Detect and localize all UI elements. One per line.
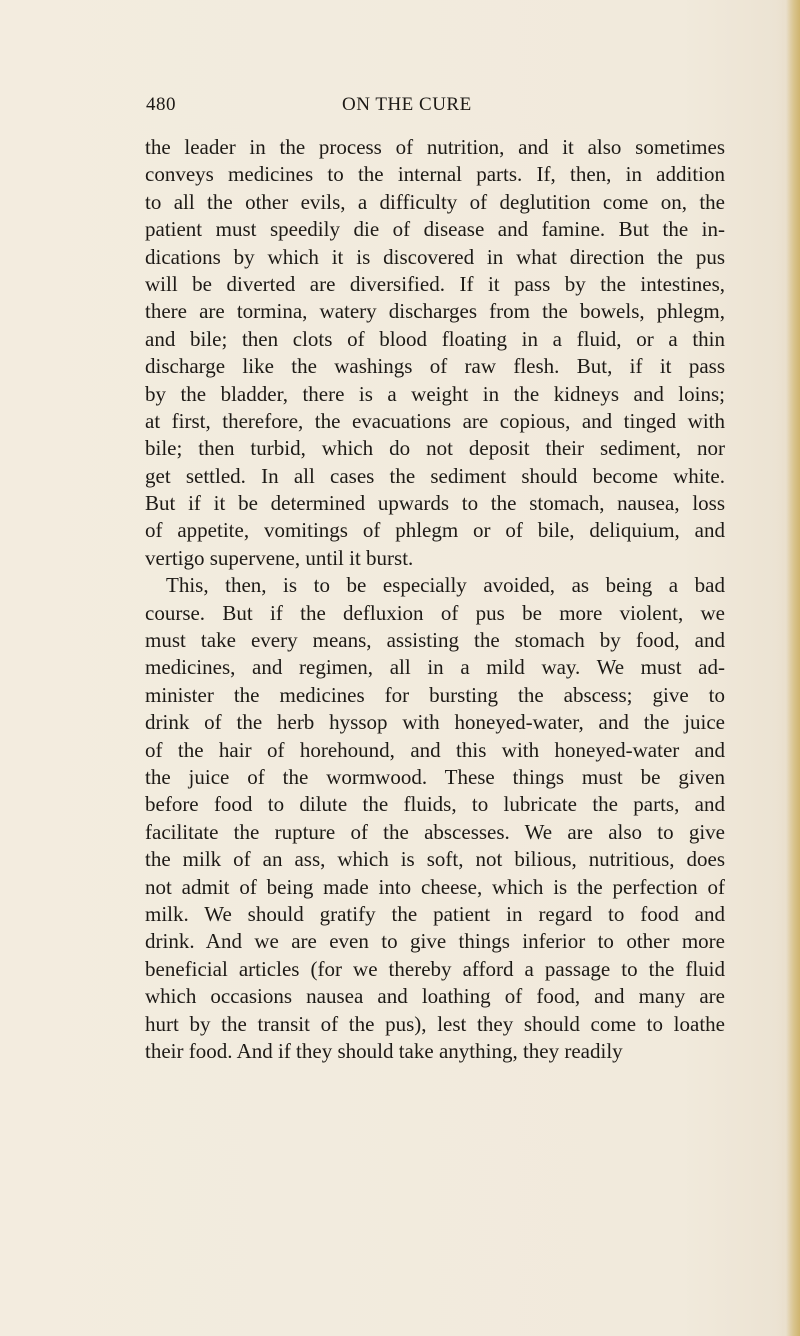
text-line: to all the other evils, a difficulty of deglutition come on, the [145, 189, 725, 214]
text-line: before food to dilute the fluids, to lubricate the parts, and [145, 792, 725, 817]
text-line: course. But if the defluxion of pus be more violent, we [145, 600, 725, 625]
text-line: the juice of the wormwood. These things must be given [145, 764, 725, 789]
text-line: at first, therefore, the evacuations are copious, and tinged with [145, 408, 725, 433]
text-line: their food. And if they should take anything, they readily [145, 1038, 623, 1063]
text-line: This, then, is to be especially avoided, as being a bad [166, 573, 725, 598]
text-line: milk. We should gratify the patient in regard to food and [145, 901, 725, 926]
text-line: by the bladder, there is a weight in the kidneys and loins; [145, 381, 725, 406]
text-line: bile; then turbid, which do not deposit their sediment, nor [145, 436, 725, 461]
text-line: the leader in the process of nutrition, and it also sometimes [145, 135, 725, 159]
running-head-title: ON THE CURE [342, 94, 472, 115]
text-line: medicines, and regimen, all in a mild way. We must ad- [145, 655, 725, 680]
text-line: and bile; then clots of blood floating in a fluid, or a thin [145, 326, 725, 351]
text-line: vertigo supervene, until it burst. [145, 545, 414, 570]
text-line: of appetite, vomitings of phlegm or of bile, deliquium, and [145, 518, 725, 543]
text-line: drink of the herb hyssop with honeyed-water, and the juice [145, 710, 725, 735]
text-line: of the hair of horehound, and this with honeyed-water and [145, 737, 725, 762]
text-line: get settled. In all cases the sediment should become white. [145, 463, 725, 488]
running-header [146, 94, 726, 120]
text-line: minister the medicines for bursting the abscess; give to [145, 682, 725, 707]
text-line: will be diverted are diversified. If it pass by the intestines, [145, 271, 725, 296]
text-line: hurt by the transit of the pus), lest they should come to loathe [145, 1011, 725, 1036]
page-edge [786, 0, 800, 1336]
text-line: drink. And we are even to give things inferior to other more [145, 929, 725, 954]
text-line: patient must speedily die of disease and famine. But the in- [145, 217, 725, 242]
text-line: facilitate the rupture of the abscesses. We are also to give [145, 819, 725, 844]
body-text [145, 134, 725, 1065]
text-line: dications by which it is discovered in what direction the pus [145, 244, 725, 269]
text-line: which occasions nausea and loathing of food, and many are [145, 984, 725, 1009]
text-line: But if it be determined upwards to the stomach, nausea, loss [145, 491, 725, 516]
text-line: there are tormina, watery discharges from the bowels, phlegm, [145, 299, 725, 324]
text-line: conveys medicines to the internal parts. If, then, in addition [145, 162, 725, 187]
text-line: the milk of an ass, which is soft, not bilious, nutritious, does [145, 847, 725, 872]
text-line: must take every means, assisting the stomach by food, and [145, 628, 725, 653]
page-number: 480 [146, 94, 176, 115]
text-line: not admit of being made into cheese, which is the perfection of [145, 874, 725, 899]
text-line: discharge like the washings of raw flesh. But, if it pass [145, 354, 725, 379]
text-line: beneficial articles (for we thereby afford a passage to the fluid [145, 956, 725, 981]
